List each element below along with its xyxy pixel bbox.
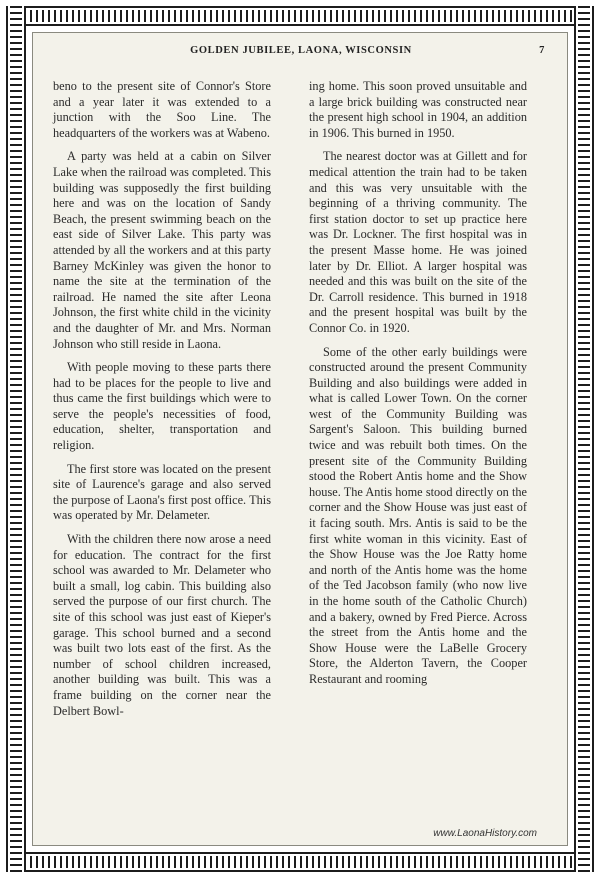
paragraph: With the children there now arose a need for education. The contract for the first school was awarded to Mr. Delameter who built a small, log cabin. This building also served the purpose of our first church. The site of this school was just east of Kieper's garage. This school burned and a second was built two lots east of the first. As the number of school children increased, another building was built. This was a frame building on the corner near the Delbert Bowl- [53,532,271,718]
paragraph: ing home. This soon proved unsuitable and a large brick building was constructed near the present high school in 1904, an addition in 1906. This burned in 1950. [309,79,527,140]
paragraph: beno to the present site of Connor's Store and a year later it was extended to a junction with the Soo Line. The headquarters of the workers was at Wabeno. [53,79,271,140]
running-header [33,45,569,61]
paragraph: The nearest doctor was at Gillett and for medical attention the train had to be taken and this was very unsuitable with the beginning of a thriving community. The first station doctor to set up practice here was Dr. Lockner. The first hospital was in the present Masse home. He was joined later by Dr. Elliot. A larger hospital was needed and this was built on the site of the Dr. Carroll residence. This burned in 1918 and the present hospital was built by the Connor Co. in 1920. [309,149,527,335]
greek-key-border-right [574,6,594,872]
paragraph: The first store was located on the present site of Laurence's garage and also served the purpose of Laona's first post office. This was operated by Mr. Delameter. [53,461,271,523]
paragraph: A party was held at a cabin on Silver Lake when the railroad was completed. This building was supposedly the first building here and was on the location of Sandy Beach, the present swimming beach on the east side of Silver Lake. This party was attended by all the workers and at this party Barney McKinley was given the honor to name the site at the termination of the railroad. He named the site after Leona Johnson, the first white child in the vicinity and the daughter of Mr. and Mrs. Norman Johnson who still reside in Laona. [53,149,271,351]
website-watermark: www.LaonaHistory.com [433,828,537,839]
right-column [309,79,527,696]
paragraph: With people moving to these parts there had to be places for the people to live and thus came the first buildings which were to serve the people's necessities of food, education, shelter, transportation and religion. [53,360,271,453]
document-page [32,32,568,846]
paragraph: Some of the other early buildings were constructed around the present Community Building and also buildings were added in what is called Lower Town. On the corner west of the Community Building was Sargent's Saloon. This building burned twice and was rebuilt both times. On the present site of the Community Building stood the Robert Antis home and the Show house. The Antis home stood directly on the corner and the Show House was just east of it facing south. Mrs. Antis is said to be the first white woman in this vicinity. East of the Show House was the Joe Ratty home and north of the Antis home was the home of the Ted Jacobson family (who now live in the home south of the Catholic Church) and a bakery, owned by Fred Pierce. Across the street from the Antis home and the Show House were the LaBelle Grocery Store, the Alderton Tavern, the Cooper Restaurant and rooming [309,344,527,686]
page-number: 7 [539,45,545,56]
greek-key-border-bottom [6,852,594,872]
header-title: GOLDEN JUBILEE, LAONA, WISCONSIN [190,45,412,56]
greek-key-border-top [6,6,594,26]
greek-key-border-left [6,6,26,872]
left-column [53,79,271,727]
